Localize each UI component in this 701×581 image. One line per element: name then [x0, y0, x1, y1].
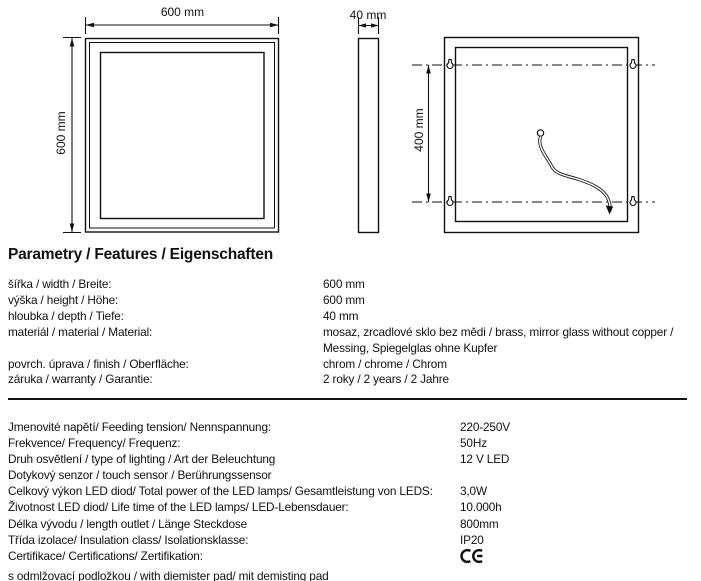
spec-label: s odmlžovací podložkou / with diemister pad/ mit demisting pad	[8, 568, 329, 581]
features-table	[8, 277, 697, 388]
table-row	[8, 277, 697, 293]
spec-label: Třída izolace/ Insulation class/ Isolationsklasse:	[8, 532, 249, 547]
keyhole-hanger-icon	[447, 60, 453, 69]
technical-drawings	[0, 0, 701, 245]
spec-label: Certifikace/ Certifications/ Zertifikation:	[8, 548, 203, 563]
front-width-dimension	[86, 17, 279, 34]
spec-value	[460, 548, 697, 568]
table-row	[8, 451, 697, 467]
table-row	[8, 309, 697, 325]
table-row	[8, 548, 697, 568]
front-frame-inner-line	[90, 43, 275, 229]
feature-label: hloubka / depth / Tiefe:	[8, 308, 124, 323]
front-outer-frame	[86, 39, 279, 233]
spec-label: Frekvence/ Frequency/ Frequenz:	[8, 436, 181, 451]
feature-value: chrom / chrome / Chrom	[323, 356, 447, 371]
table-row	[8, 435, 697, 451]
keyhole-hanger-icon	[630, 60, 636, 69]
feature-label: šířka / width / Breite:	[8, 277, 112, 291]
spec-value: IP20	[460, 532, 484, 547]
table-row	[8, 467, 697, 483]
table-row	[8, 499, 697, 515]
feature-label: materiál / material / Material:	[8, 324, 153, 339]
spec-label: Celkový výkon LED diod/ Total power of the LED lamps/ Gesamtleistung von LEDS:	[8, 484, 433, 499]
table-row	[8, 372, 697, 388]
spec-value: 3,0W	[460, 484, 487, 499]
table-row	[8, 293, 697, 309]
side-view-drawing	[359, 17, 379, 233]
spec-value: 12 V LED	[460, 452, 510, 467]
section-divider	[8, 398, 687, 400]
feature-label: záruka / warranty / Garantie:	[8, 372, 153, 387]
spec-value: 10.000h	[460, 500, 502, 515]
feature-value: 2 roky / 2 years / 2 Jahre	[323, 372, 449, 387]
table-row	[8, 325, 697, 357]
feature-value: 600 mm	[323, 292, 365, 307]
spec-value: 50Hz	[460, 436, 487, 451]
spec-label: Délka vývodu / length outlet / Länge Steckdose	[8, 516, 248, 531]
table-row	[8, 419, 697, 435]
feature-value: 40 mm	[323, 308, 359, 323]
spec-label: Jmenovité napětí/ Feeding tension/ Nennspannung:	[8, 420, 272, 434]
electrical-table	[8, 419, 697, 581]
front-height-label: 600 mm	[54, 111, 68, 155]
table-row	[8, 568, 697, 581]
front-width-label: 600 mm	[160, 5, 205, 19]
feature-label: povrch. úprava / finish / Oberfläche:	[8, 356, 189, 371]
front-view-drawing	[63, 17, 279, 233]
spec-label: Životnost LED diod/ Life time of the LED lamps/ LED-Lebensdauer:	[8, 500, 349, 515]
feature-value: 600 mm	[323, 277, 365, 291]
features-heading: Parametry / Features / Eigenschaften	[8, 246, 274, 263]
keyhole-hanger-icon	[630, 197, 636, 206]
mount-distance-dimension	[426, 65, 431, 202]
back-view-drawing	[412, 38, 655, 233]
table-row	[8, 532, 697, 548]
side-depth-label: 40 mm	[349, 8, 387, 22]
spec-label: Druh osvětlení / type of lighting / Art der Beleuchtung	[8, 452, 276, 467]
feature-value: mosaz, zrcadlové sklo bez mědi / brass, mirror glass without copper / Messing, Spiegelglas ohne Kupfer	[323, 324, 674, 355]
table-row	[8, 516, 697, 532]
feature-label: výška / height / Höhe:	[8, 292, 119, 307]
spec-value: 220-250V	[460, 420, 510, 434]
front-mirror-glass	[101, 53, 265, 219]
side-profile	[359, 39, 379, 233]
mount-distance-label: 400 mm	[412, 108, 426, 152]
ce-mark-icon	[460, 548, 485, 564]
table-row	[8, 357, 697, 373]
keyhole-hanger-icon	[447, 197, 453, 206]
table-row	[8, 483, 697, 499]
spec-label: Dotykový senzor / touch sensor / Berührungssensor	[8, 468, 272, 483]
spec-value: 800mm	[460, 516, 499, 531]
